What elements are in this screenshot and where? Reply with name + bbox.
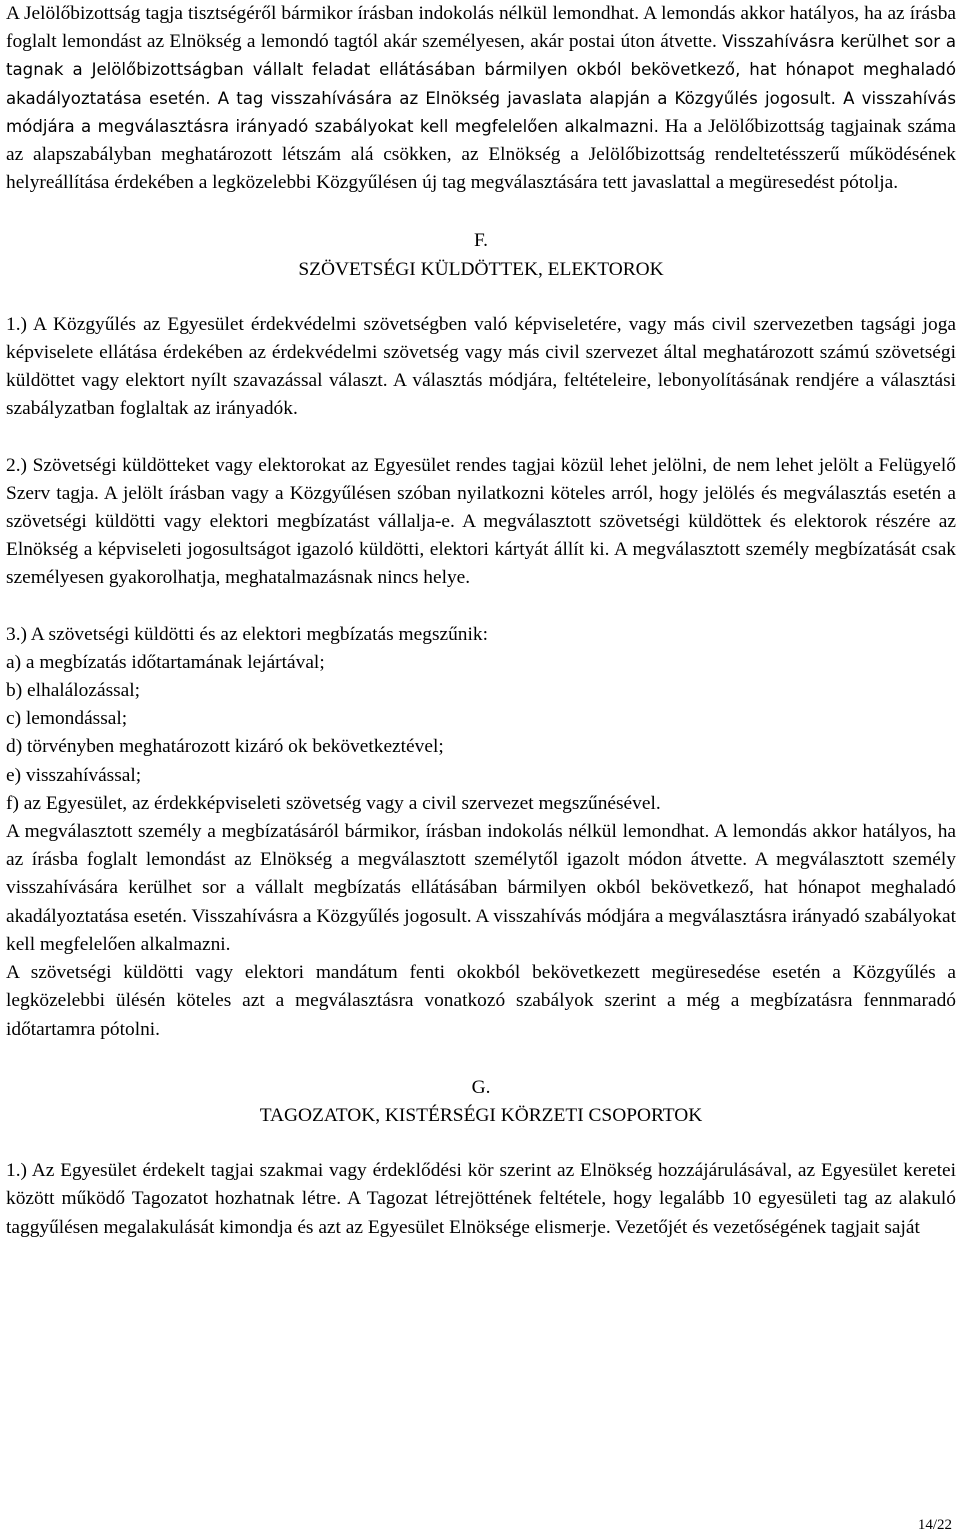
intro-text: A Jelölőbizottság tagja tisztségéről bármikor írásban indokolás nélkül lemondhat. A lemondás akkor hatályos, ha az írásba foglalt lemondást az Elnökség a lemondó tagtól akár személyesen, akár postai úton átvette. [6,3,956,53]
intro-recall-text: Visszahívásra kerülhet sor a tagnak a Jelölőbizottságban vállalt feladat ellátásában bármilyen okból bekövetkező, hat hónapot meghaladó akadályoztatása esetén. A tag visszahívására az Elnökség javaslata alapján a Közgyűlés jogosult. A visszahívás módjára a megválasztásra irányadó szabályokat kell megfelelően alkalmazni. [6,32,957,136]
section-g-title: TAGOZATOK, KISTÉRSÉGI KÖRZETI CSOPORTOK [259,1104,703,1126]
list-item: f) az Egyesület, az érdekképviseleti szövetség vagy a civil szervezet megszűnésével. [6,792,661,814]
section-f-paragraph-2: 2.) Szövetségi küldötteket vagy elektorokat az Egyesület rendes tagjai közül lehet jelölni, de nem lehet jelölt a Felügyelő Szerv tagja. A jelölt írásban vagy a Közgyűlésen szóban nyilatkozni köteles arról, hogy jelölés és megválasztás esetén a szövetségi küldötti vagy elektori megbízatást vállalja-e. A megválasztott szövetségi küldöttek és elektorok részére az Elnökség a képviseleti jogosultságot igazoló küldötti, elektori kártyát állít ki. A megválasztott személy megbízatását csak személyesen gyakorolhatja, meghatalmazásnak nincs helye. [6,454,956,589]
list-item: e) visszahívással; [6,764,142,786]
section-g-letter: G. [471,1076,491,1098]
section-g-heading [6,1074,956,1130]
intro-paragraph [6,0,956,197]
list-item: a) a megbízatás időtartamának lejártával; [6,651,325,673]
list-item: d) törvényben meghatározott kizáró ok bekövetkeztével; [6,736,444,758]
section-f-paragraph-5: A szövetségi küldötti vagy elektori mandátum fenti okokból bekövetkezett megüresedése esetén a Közgyűlés a legközelebbi ülésén köteles azt a megválasztásra vonatkozó szabályok szerint a még a megbízatásra fennmaradó időtartamra pótolni. [6,962,956,1040]
page-number: 14/22 [917,1517,952,1533]
section-f-heading [6,227,956,283]
section-f-paragraph-4: A megválasztott személy a megbízatásáról bármikor, írásban indokolás nélkül lemondhat. A lemondás akkor hatályos, ha az írásba foglalt lemondást az Elnökség a megválasztott személytől igazolt módon átvette. A megválasztott személy visszahívására kerülhet sor a vállalt megbízatás ellátásában bármilyen okból bekövetkező, hat hónapot meghaladó akadályoztatása esetén. Visszahívásra a Közgyűlés jogosult. A visszahívás módjára a megválasztásra irányadó szabályokat kell megfelelően alkalmazni. [6,821,956,955]
section-f-letter: F. [473,230,489,252]
list-item: b) elhalálozással; [6,680,141,702]
document-page [6,0,956,1242]
list-item: c) lemondással; [6,708,128,730]
section-g-paragraph-1: 1.) Az Egyesület érdekelt tagjai szakmai vagy érdeklődési kör szerint az Elnökség hozzájárulásával, az Egyesület keretei között működő Tagozatot hozhatnak létre. A Tagozat létrejöttének feltétele, hogy legalább 10 egyesületi tag az alakuló taggyűlésen megalakulását kimondja és azt az Egyesület Elnöksége elismerje. Vezetőjét és vezetőségének tagjait saját [6,1160,956,1238]
intro-tail-text: Ha a Jelölőbizottság tagjainak száma az alapszabályban meghatározott létszám alá csökken, az Elnökség a Jelölőbizottság rendeltetésszerű működésének helyreállítása érdekében a legközelebbi Közgyűlésen új tag megválasztására tett javaslattal a megüresedést pótolja. [6,115,956,194]
section-f-title: SZÖVETSÉGI KÜLDÖTTEK, ELEKTOROK [298,258,664,280]
section-f-paragraph-1: 1.) A Közgyűlés az Egyesület érdekvédelmi szövetségben való képviseletére, vagy más civil szervezetben tagsági joga képviselete ellátása érdekében az érdekvédelmi szövetség vagy más civil szervezet által meghatározott számú szövetségi küldöttet vagy elektort nyílt szavazással választ. A választás módjára, feltételeire, lebonyolításának rendjére a választási szabályzatban foglaltak az irányadók. [6,313,956,420]
section-f-paragraph-3-intro: 3.) A szövetségi küldötti és az elektori megbízatás megszűnik: [6,623,488,645]
